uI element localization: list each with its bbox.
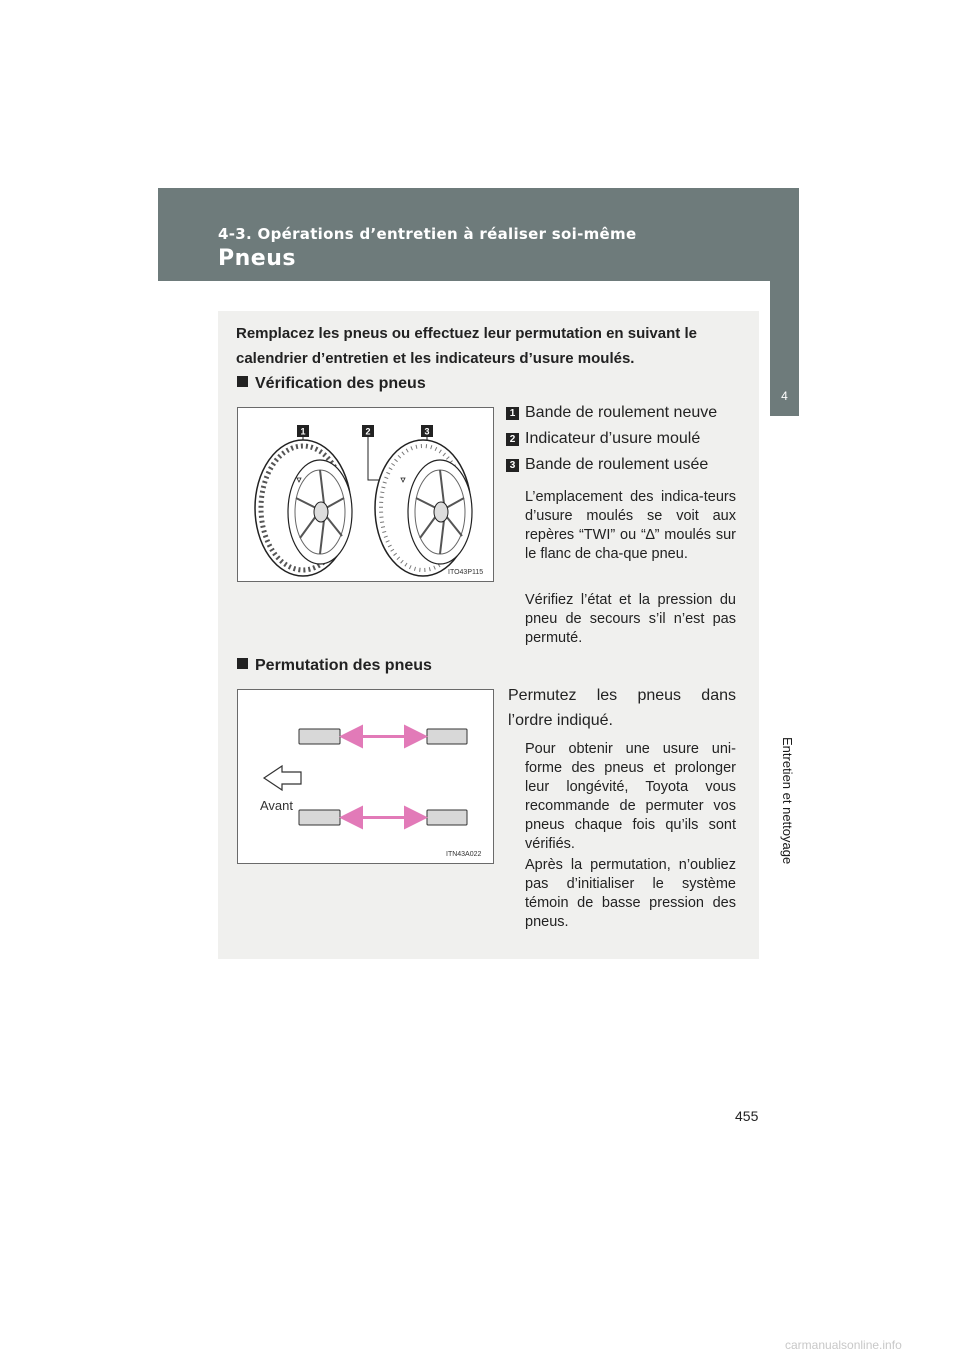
figure-code: ITN43A022 [446, 851, 482, 858]
section-header [158, 188, 799, 281]
content-box [218, 311, 759, 959]
figure-label-1: 1 [300, 426, 306, 437]
legend-item-2: 2 Indicateur d’usure moulé [506, 430, 700, 448]
tire-rotation-diagram [238, 690, 493, 863]
worn-tire-icon [375, 440, 472, 576]
legend-item-1: 1 Bande de roulement neuve [506, 404, 717, 422]
front-label: Avant [260, 798, 294, 813]
rotation-advice-note: Pour obtenir une usure uni-forme des pneus et prolonger leur longévité, Toyota vous recommande de permuter vos pneus chaque fois qu’ils sont vérifiés. [525, 741, 736, 852]
square-bullet-icon [237, 658, 248, 669]
front-direction-arrow-icon [264, 766, 301, 790]
rotation-instruction: Permutez les pneus dans l’ordre indiqué. [508, 687, 736, 729]
chapter-label [768, 737, 808, 937]
spare-tire-note: Vérifiez l’état et la pression du pneu de secours s’il n’est pas permuté. [525, 592, 736, 646]
rear-right-tire-icon [427, 810, 467, 825]
rotation-heading: Permutation des pneus [237, 657, 432, 675]
figure-label-2: 2 [365, 426, 371, 437]
section-label: 4-3. Opérations d’entretien à réaliser soi-même [218, 225, 637, 243]
chapter-number: 4 [781, 389, 788, 403]
figure-code: ITO43P115 [448, 569, 484, 576]
square-bullet-icon [237, 376, 248, 387]
tire-rotation-figure [237, 689, 494, 864]
legend-item-3: 3 Bande de roulement usée [506, 456, 708, 474]
new-tire-icon [255, 440, 352, 576]
tire-wear-illustration [238, 408, 493, 581]
page-title: Pneus [218, 246, 296, 271]
rear-left-tire-icon [299, 810, 340, 825]
wear-indicator-note: L’emplacement des indica-teurs d’usure moulés se voit aux repères “TWI” ou “∆” moulés sur le flanc de cha-que pneu. [525, 489, 736, 562]
check-heading: Vérification des pneus [237, 375, 426, 393]
tire-wear-figure [237, 407, 494, 582]
front-left-tire-icon [299, 729, 340, 744]
intro-text: Remplacez les pneus ou effectuez leur permutation en suivant le calendrier d’entretien et les indicateurs d’usure moulés. [236, 325, 697, 367]
front-right-tire-icon [427, 729, 467, 744]
figure-label-3: 3 [424, 426, 430, 437]
watermark: carmanualsonline.info [785, 1338, 902, 1352]
page-number: 455 [735, 1108, 759, 1124]
tpms-reset-note: Après la permutation, n’oubliez pas d’initialiser le système témoin de basse pression des pneus. [525, 857, 736, 930]
chapter-label-text: Entretien et nettoyage [780, 737, 795, 865]
